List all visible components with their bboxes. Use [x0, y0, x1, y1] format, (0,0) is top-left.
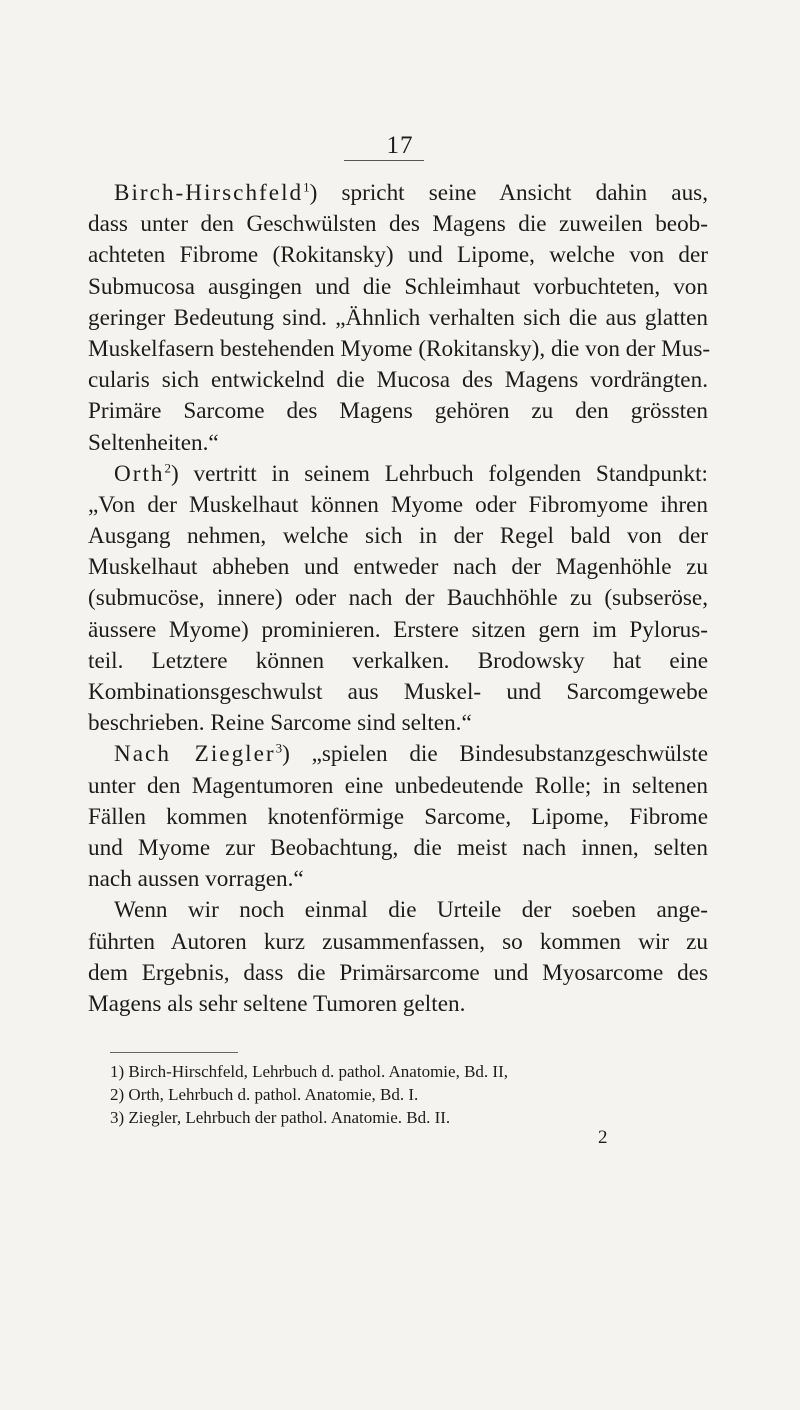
- author-name: Orth: [114, 460, 165, 487]
- paragraph-2-line-3: Ausgang nehmen, welche sich in der Regel bald von der: [88, 523, 708, 550]
- paragraph-1-line-8: Primäre Sarcome des Magens gehören zu den grössten: [88, 398, 708, 425]
- paragraph-1-line-7: cularis sich entwickelnd die Mucosa des Magens vordrängten.: [88, 367, 708, 394]
- paragraph-2-line-9: beschrieben. Reine Sarcome sind selten.“: [88, 710, 472, 737]
- author-name: Birch-Hirschfeld: [114, 180, 304, 206]
- paragraph-3-line-5: nach aussen vorragen.“: [88, 866, 304, 893]
- paragraph-1-line-1: Birch-Hirschfeld$^1$) spricht seine Ansicht dahin aus,: [114, 179, 708, 206]
- footnote-1: 1) Birch-Hirschfeld, Lehrbuch d. pathol. Anatomie, Bd. II,: [110, 1062, 508, 1081]
- paragraph-1-line-6: Muskelfasern bestehenden Myome (Rokitansky), die von der Mus-: [88, 335, 711, 362]
- paragraph-1-line-9: Seltenheiten.“: [88, 429, 219, 456]
- page-number: 17: [386, 132, 414, 159]
- paragraph-3-line-1: Nach Ziegler$^3$) „spielen die Bindesubstanzgeschwülste: [114, 740, 708, 768]
- paragraph-4-line-4: Magens als sehr seltene Tumoren gelten.: [88, 990, 466, 1017]
- footnote-ref-1[interactable]: 1: [303, 179, 310, 195]
- paragraph-1-line-2: dass unter den Geschwülsten des Magens die zuweilen beob-: [88, 211, 708, 238]
- paragraph-2-line-6: äussere Myome) prominieren. Erstere sitzen gern im Pylorus-: [88, 616, 708, 643]
- body-text: [88, 178, 711, 1020]
- paragraph-3-line-4: und Myome zur Beobachtung, die meist nach innen, selten: [88, 834, 708, 861]
- footnote-ref-2[interactable]: 2: [164, 459, 172, 475]
- footnotes: [110, 1060, 710, 1129]
- paragraph-2-line-4: Muskelhaut abheben und entweder nach der Magenhöhle zu: [88, 554, 708, 581]
- footnote-divider: [110, 1052, 238, 1053]
- paragraph-3-line-3: Fällen kommen knotenförmige Sarcome, Lipome, Fibrome: [88, 803, 708, 830]
- page-number-rule: [344, 160, 424, 161]
- paragraph-3-line-2: unter den Magentumoren eine unbedeutende Rolle; in seltenen: [88, 772, 708, 799]
- paragraph-2-line-1: Orth$^2$) vertritt in seinem Lehrbuch folgenden Standpunkt:: [114, 459, 708, 487]
- paragraph-1-line-5: geringer Bedeutung sind. „Ähnlich verhalten sich die aus glatten: [88, 304, 708, 331]
- paragraph-1-line-3: achteten Fibrome (Rokitansky) und Lipome, welche von der: [88, 242, 708, 269]
- footnote-ref-3[interactable]: 3: [275, 740, 283, 756]
- paragraph-4-line-2: führten Autoren kurz zusammenfassen, so kommen wir zu: [88, 928, 708, 955]
- signature-mark: 2: [598, 1127, 608, 1148]
- author-name: Nach Ziegler: [114, 741, 276, 768]
- paragraph-2-line-8: Kombinationsgeschwulst aus Muskel- und Sarcomgewebe: [88, 679, 708, 705]
- footnote-3: 3) Ziegler, Lehrbuch der pathol. Anatomie. Bd. II.: [110, 1108, 451, 1127]
- paragraph-2-line-2: „Von der Muskelhaut können Myome oder Fibromyome ihren: [88, 491, 708, 518]
- paragraph-4-line-3: dem Ergebnis, dass die Primärsarcome und Myosarcome des: [88, 959, 708, 986]
- footnote-2: 2) Orth, Lehrbuch d. pathol. Anatomie, Bd. I.: [110, 1085, 419, 1104]
- paragraph-1-line-4: Submucosa ausgingen und die Schleimhaut vorbuchteten, von: [88, 273, 708, 300]
- paragraph-2-line-5: (submucöse, innere) oder nach der Bauchhöhle zu (subseröse,: [88, 585, 708, 612]
- paragraph-4-line-1: Wenn wir noch einmal die Urteile der soeben ange-: [114, 897, 708, 924]
- paragraph-2-line-7: teil. Letztere können verkalken. Brodowsky hat eine: [88, 647, 708, 674]
